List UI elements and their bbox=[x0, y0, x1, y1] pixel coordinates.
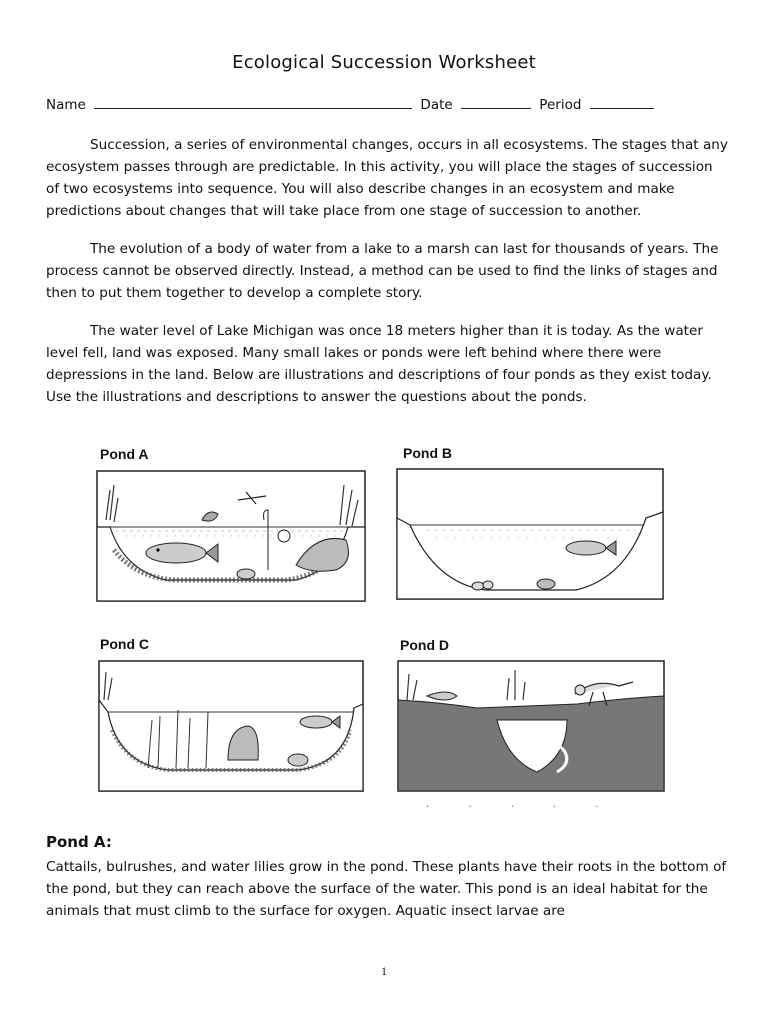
name-label: Name bbox=[46, 97, 86, 113]
period-label: Period bbox=[539, 97, 582, 113]
period-blank[interactable] bbox=[590, 96, 654, 109]
lake-michigan-text: The water level of Lake Michigan was once 18 meters higher than it is today. As the water level fell, land was exposed. Many small lakes or ponds were left behind where there were depressions in the land. Below are illustrations and descriptions of four ponds as they exist today. Use the illustrations and descriptions to answer the questions about the ponds. bbox=[46, 323, 712, 405]
lake-evolution-paragraph bbox=[46, 238, 730, 304]
pond-c-label: Pond C bbox=[100, 636, 149, 652]
name-blank[interactable] bbox=[94, 96, 412, 109]
date-label: Date bbox=[420, 97, 453, 113]
header-fields bbox=[46, 96, 726, 113]
pond-d-label: Pond D bbox=[400, 637, 449, 653]
intro-paragraph bbox=[46, 134, 730, 222]
pond-b-label: Pond B bbox=[403, 445, 452, 461]
date-blank[interactable] bbox=[461, 96, 531, 109]
pond-a-label: Pond A bbox=[100, 446, 149, 462]
page-number: 1 bbox=[381, 964, 387, 978]
pond-a-section-heading: Pond A: bbox=[46, 833, 112, 851]
pond-b-illustration bbox=[396, 468, 664, 600]
pond-c-illustration bbox=[98, 660, 364, 792]
lake-evolution-text: The evolution of a body of water from a lake to a marsh can last for thousands of years. The process cannot be observed directly. Instead, a method can be used to find the links of stages and then to put them together to develop a complete story. bbox=[46, 241, 719, 301]
lake-michigan-paragraph bbox=[46, 320, 730, 408]
pond-a-description: Cattails, bulrushes, and water lilies grow in the pond. These plants have their roots in the bottom of the pond, but they can reach above the surface of the water. This pond is an ideal habitat for the animals that must climb to the surface for oxygen. Aquatic insect larvae are bbox=[46, 859, 727, 919]
pond-d-illustration bbox=[397, 660, 665, 792]
page-title: Ecological Succession Worksheet bbox=[232, 52, 536, 73]
pond-a-illustration bbox=[96, 470, 366, 602]
intro-paragraph-text: Succession, a series of environmental changes, occurs in all ecosystems. The stages that any ecosystem passes through are predictable. In this activity, you will place the stages of succession of two ecosystems into sequence. You will also describe changes in an ecosystem and make predictions about changes that will take place from one stage of succession to another. bbox=[46, 137, 728, 219]
dust-specks: · · · · · bbox=[426, 802, 617, 813]
